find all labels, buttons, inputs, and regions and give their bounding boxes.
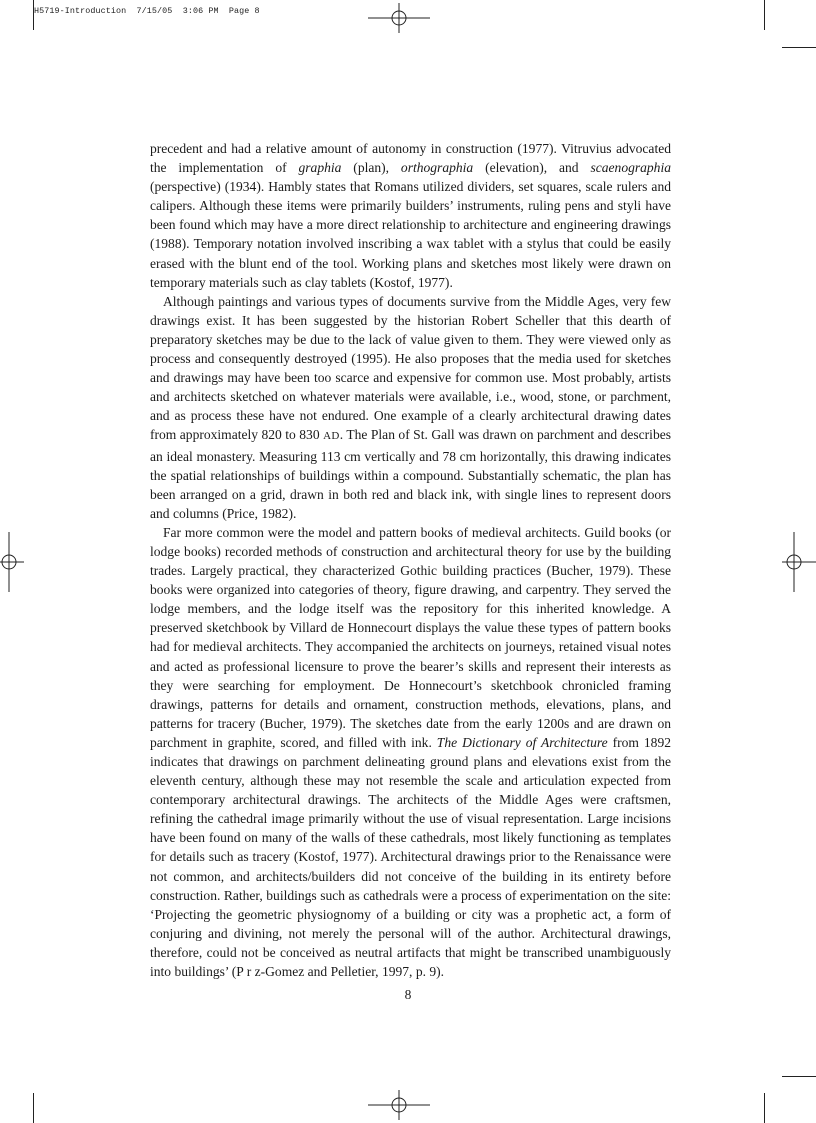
paragraph-3: Far more common were the model and pattern books of medieval architects. Guild books (or lodge books) recorded methods of construction and architectural theory for use by the building trades. Largely practical, they characterized Gothic building practices (Bucher, 1979). These books were organized into categories of theory, figure drawing, and carpentry. They served the lodge members, and the lodge itself was the repository for this inherited knowledge. A preserved sketchbook by Villard de Honnecourt displays the value these types of pattern books had for medieval architects. They accompanied the architects on journeys, retained visual notes and acted as professional licensure to prove the bearer’s skills and represent their interests as they were searching for employment. De Honnecourt’s sketchbook chronicled framing drawings, patterns for details and ornament, construction methods, elevations, plans, and patterns for tracery (Bucher, 1979). The sketches date from the early 1200s and are drawn on parchment in graphite, scored, and filled with ink. The Dictionary of Architecture from 1892 indicates that drawings on parchment delineating ground plans and elevations exist from the eleventh century, although these may not resemble the scale and articulation expected from contemporary architectural drawings. The architects of the Middle Ages were craftsmen, refining the cathedral image primarily without the use of visual representation. Large incisions have been found on many of the walls of these cathedrals, most likely functioning as templates for details such as tracery (Kostof, 1977). Architectural drawings prior to the Renaissance were not common, and architects/builders did not conceive of the building in its entirety before construction. Rather, buildings such as cathedrals were a process of experimentation on the site: ‘Projecting the geometric physiognomy of a building or city was a prophetic act, a form of conjuring and divining, not merely the personal will of the author. Architectural drawings, therefore, could not be conceived as neutral artifacts that might be transcribed unambiguously into buildings’ (P r z-Gomez and Pelletier, 1997, p. 9). <box>150 524 672 980</box>
crop-mark-top-left-v <box>33 0 34 30</box>
crop-mark-bottom-left-v <box>33 1093 34 1123</box>
slug-date: 7/15/05 <box>136 6 173 16</box>
crop-mark-top-right-h <box>782 47 816 48</box>
slug-time: 3:06 PM <box>182 6 219 16</box>
crop-mark-bottom-right-h <box>782 1076 816 1077</box>
book-title: The Dictionary of Architecture <box>436 734 608 750</box>
term-graphia: graphia <box>298 160 342 176</box>
slug-page: Page 8 <box>228 6 260 16</box>
registration-mark-top-icon <box>368 3 430 33</box>
era-abbreviation: AD <box>323 430 340 443</box>
term-scaenographia: scaenographia <box>590 160 671 176</box>
paragraph-1: precedent and had a relative amount of autonomy in construction (1977). Vitruvius advocated the implementation of graphia (plan), orthographia (elevation), and scaenographia (perspective) (1934). Hambly states that Romans utilized dividers, set squares, scale rulers and calipers. Although these items were primarily builders’ instruments, ruling pens and styli have been found which may have a more direct relationship to architecture and engineering drawings (1988). Temporary notation involved inscribing a wax tablet with a stylus that could be easily erased with the blunt end of the tool. Working plans and sketches most likely were drawn on temporary materials such as clay tablets (Kostof, 1977). <box>150 141 671 290</box>
print-slug <box>34 6 260 16</box>
slug-file: H5719-Introduction <box>34 6 127 16</box>
body-text <box>150 139 671 981</box>
term-orthographia: orthographia <box>400 160 474 176</box>
paragraph-2: Although paintings and various types of documents survive from the Middle Ages, very few drawings exist. It has been suggested by the historian Robert Scheller that this dearth of preparatory sketches may be due to the lack of value given to them. They were viewed only as process and consequently destroyed (1995). He also proposes that the media used for sketches and drawings may have been too scarce and expensive for common use. Most probably, artists and architects sketched on whatever materials were available, i.e., wood, stone, or parchment, and as process these have not endured. One example of a clearly architectural drawing dates from approximately 820 to 830 AD. The Plan of St. Gall was drawn on parchment and describes an ideal monastery. Measuring 113 cm vertically and 78 cm horizontally, this drawing indicates the spatial relationships of buildings within a compound. Substantially schematic, the plan has been arranged on a grid, drawn in both red and black ink, with single lines to represent doors and columns (Price, 1982). <box>150 293 671 521</box>
page-number: 8 <box>404 987 412 1002</box>
registration-mark-right-icon <box>782 532 816 592</box>
registration-mark-left-icon <box>0 532 24 592</box>
crop-mark-top-right-v <box>764 0 765 30</box>
crop-mark-bottom-right-v <box>764 1093 765 1123</box>
registration-mark-bottom-icon <box>368 1090 430 1120</box>
